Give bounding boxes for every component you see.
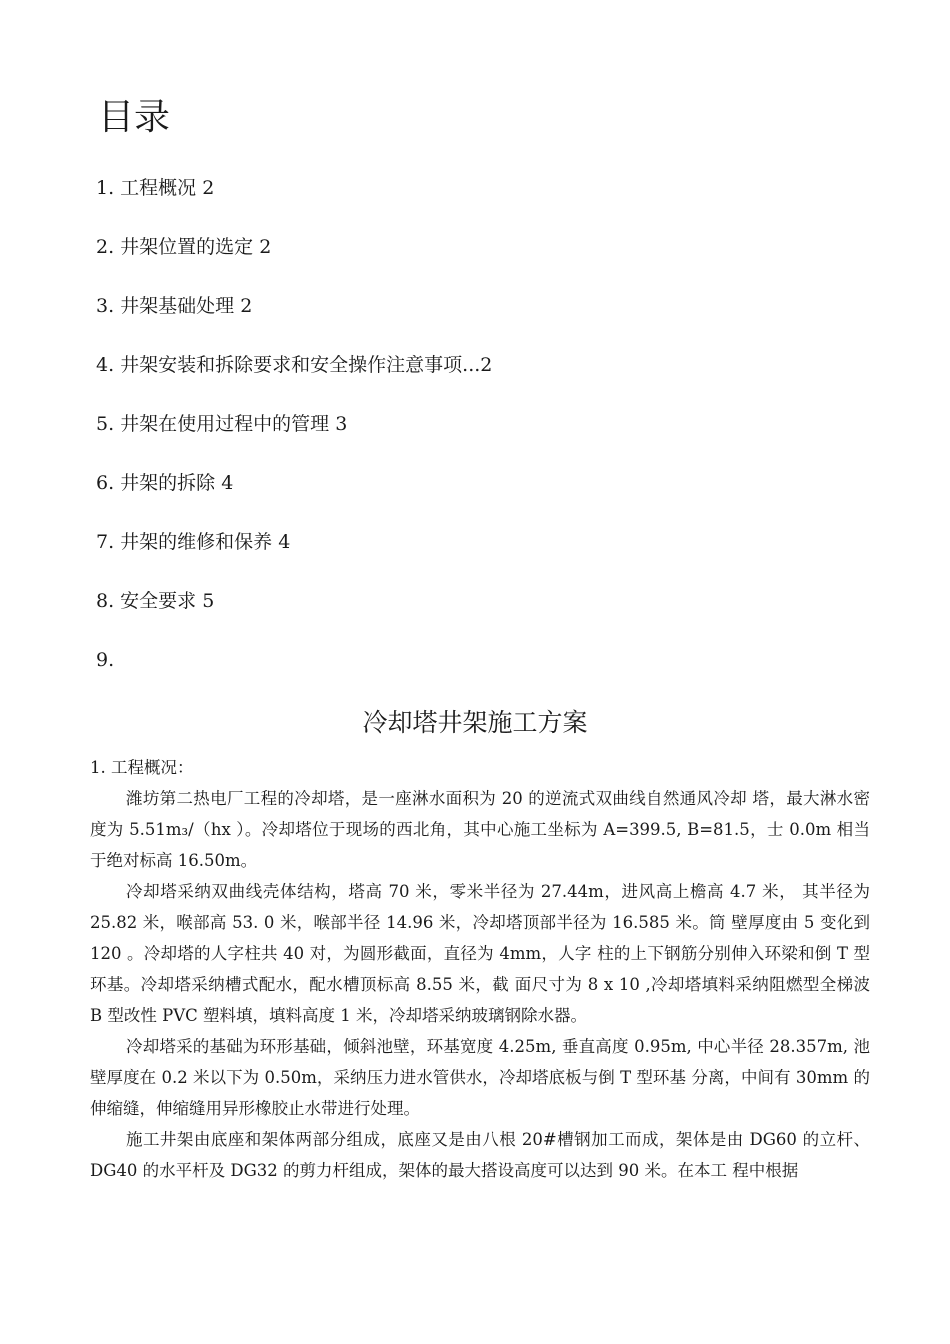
paragraph: 冷却塔采的基础为环形基础，倾斜池壁，环基宽度 4.25m, 垂直高度 0.95m, 中心半径 28.357m, 池壁厚度在 0.2 米以下为 0.50m，采纳压力进水管供水，冷却塔底板与倒 T 型环基 分离，中间有 30mm 的伸缩缝，伸缩缝用异形橡胶止水带进行处理。 (90, 1037, 870, 1118)
toc-item: 5. 井架在使用过程中的管理 3 (96, 413, 348, 435)
document-title: 冷却塔井架施工方案 (362, 708, 588, 737)
paragraph: 潍坊第二热电厂工程的冷却塔，是一座淋水面积为 20 的逆流式双曲线自然通风冷却 塔，最大淋水密度为 5.51m₃/（hx ）。冷却塔位于现场的西北角，其中心施工坐标为 A=399.5, B=81.5，士 0.0m 相当于绝对标高 16.50m。 (90, 789, 870, 870)
toc-item: 4. 井架安装和拆除要求和安全操作注意事项...2 (96, 354, 493, 376)
table-of-contents (96, 170, 492, 701)
toc-item: 9. (96, 649, 115, 671)
toc-item: 2. 井架位置的选定 2 (96, 236, 272, 258)
section-heading: 1. 工程概况： (90, 758, 194, 777)
paragraph: 冷却塔采纳双曲线壳体结构，塔高 70 米，零米半径为 27.44m，进风高上檐高 4.7 米， 其半径为 25.82 米，喉部高 53. 0 米，喉部半径 14.96 米，冷却塔顶部半径为 16.585 米。筒 壁厚度由 5 变化到 120 。冷却塔的人字柱共 40 对，为圆形截面，直径为 4mm，人字 柱的上下钢筋分别伸入环梁和倒 T 型环基。冷却塔采纳槽式配水，配水槽顶标高 8.55 米，截 面尺寸为 8 x 10 ,冷却塔填料采纳阻燃型全梯波 B 型改性 PVC 塑料填，填料高度 1 米，冷却塔采纳玻璃钢除水器。 (90, 882, 870, 1025)
toc-item: 3. 井架基础处理 2 (96, 295, 253, 317)
toc-title: 目录 (98, 97, 171, 138)
paragraph: 施工井架由底座和架体两部分组成，底座又是由八根 20#槽钢加工而成，架体是由 DG60 的立杆、DG40 的水平杆及 DG32 的剪力杆组成，架体的最大搭设高度可以达到 90 米。在本工 程中根据 (90, 1130, 870, 1180)
toc-item: 7. 井架的维修和保养 4 (96, 531, 291, 553)
toc-item: 8. 安全要求 5 (96, 590, 215, 612)
toc-item: 6. 井架的拆除 4 (96, 472, 234, 494)
document-body (90, 752, 870, 1186)
toc-item: 1. 工程概况 2 (96, 177, 215, 199)
